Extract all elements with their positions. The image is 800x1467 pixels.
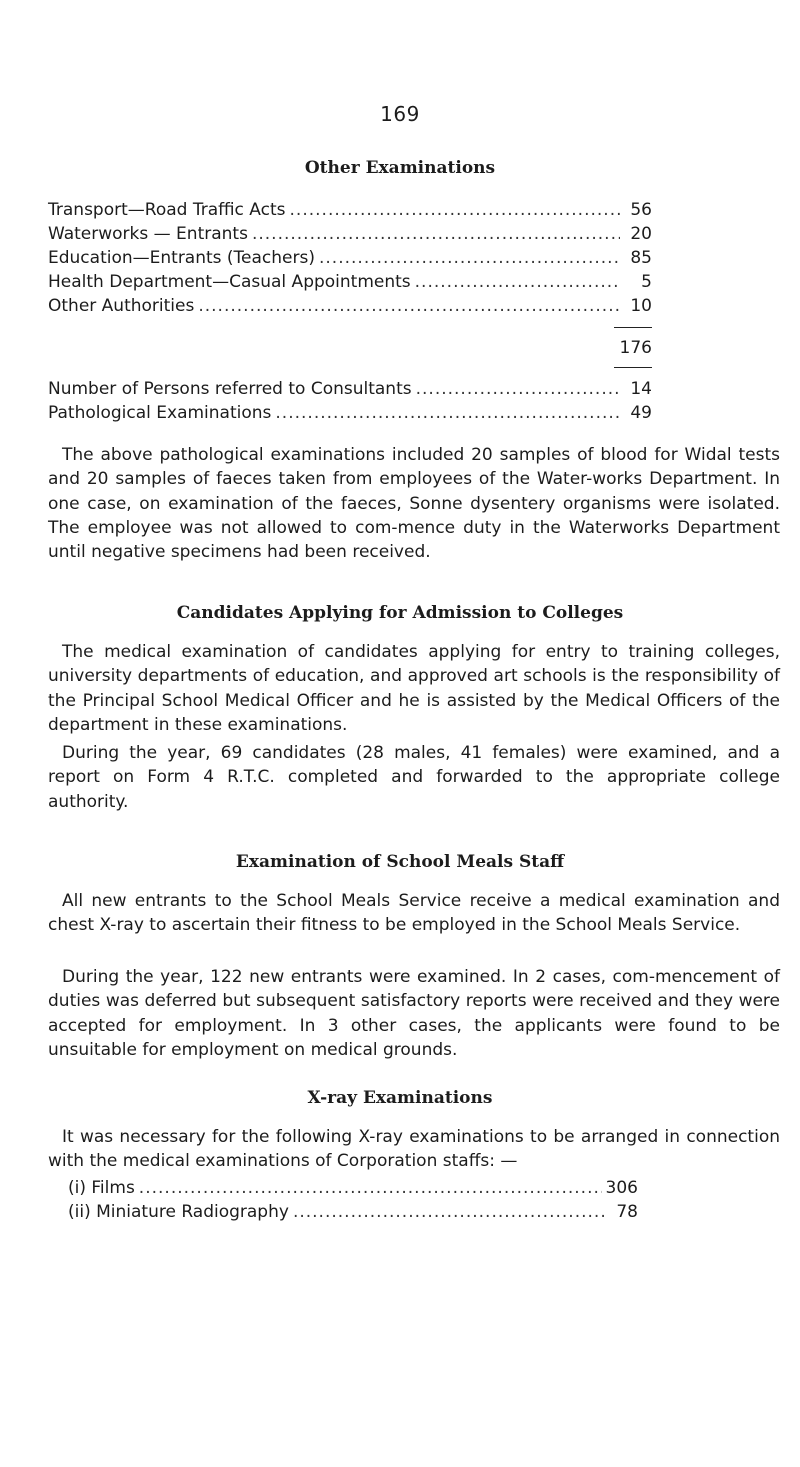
- colleges-paragraph-1: The medical examination of candidates applying for entry to training colleges, university departments of education, and approved art schools is the responsibility of the Principal School Medical Officer and he is assisted by the Medical Officers of the department in these examinations.: [48, 642, 780, 735]
- list-item: [68, 1202, 638, 1226]
- leader-dots: [252, 224, 620, 244]
- list-item: [48, 403, 652, 427]
- school-meals-paragraph-1: All new entrants to the School Meals Service receive a medical examination and chest X-ray to ascertain their fitness to be employed in the School Meals Service.: [48, 891, 780, 936]
- item-label: Transport—Road Traffic Acts: [48, 200, 286, 220]
- section-heading-colleges: Candidates Applying for Admission to Colleges: [176, 603, 624, 623]
- list-item: [48, 272, 652, 296]
- list-item: [48, 200, 652, 224]
- item-label: Education—Entrants (Teachers): [48, 248, 315, 268]
- item-value: 306: [605, 1178, 638, 1198]
- leader-dots: [290, 200, 620, 220]
- leader-dots: [319, 248, 620, 268]
- item-value: 5: [641, 272, 652, 292]
- colleges-paragraph-2: During the year, 69 candidates (28 males, 41 females) were examined, and a report on Form 4 R.T.C. completed and forwarded to the appropriate college authority.: [48, 743, 780, 812]
- list-item: [48, 224, 652, 248]
- item-value: 14: [630, 379, 652, 399]
- leader-dots: [198, 296, 620, 316]
- leader-dots: [293, 1202, 606, 1222]
- item-value: 20: [630, 224, 652, 244]
- list-item: [48, 296, 652, 320]
- item-value: 85: [630, 248, 652, 268]
- item-value: 49: [630, 403, 652, 423]
- item-value: 56: [630, 200, 652, 220]
- page-number: 169: [380, 102, 420, 126]
- section-heading-other-examinations: Other Examinations: [304, 158, 496, 178]
- leader-dots: [275, 403, 620, 423]
- item-label: Pathological Examinations: [48, 403, 272, 423]
- list-item: [68, 1178, 638, 1202]
- list-item: [48, 248, 652, 272]
- item-label: (ii) Miniature Radiography: [68, 1202, 289, 1222]
- pathology-paragraph: The above pathological examinations included 20 samples of blood for Widal tests and 20 samples of faeces taken from employees of the Water-works Department. In one case, on examination of the faeces, Sonne dysentery organisms were isolated. The employee was not allowed to com-mence duty in the Waterworks Department until negative specimens had been received.: [48, 445, 780, 563]
- total-value: 176: [619, 338, 652, 358]
- section-heading-school-meals: Examination of School Meals Staff: [235, 852, 565, 872]
- item-value: 10: [630, 296, 652, 316]
- total-rule-top: [614, 327, 652, 328]
- item-label: Other Authorities: [48, 296, 195, 316]
- xray-paragraph: It was necessary for the following X-ray examinations to be arranged in connection with the medical examinations of Corporation staffs: —: [48, 1127, 780, 1172]
- total-rule-bottom: [614, 367, 652, 368]
- item-label: Health Department—Casual Appointments: [48, 272, 411, 292]
- section-heading-xray: X-ray Examinations: [307, 1088, 493, 1108]
- leader-dots: [139, 1178, 602, 1198]
- leader-dots: [416, 379, 620, 399]
- item-label: (i) Films: [68, 1178, 135, 1198]
- school-meals-paragraph-2: During the year, 122 new entrants were examined. In 2 cases, com-mencement of duties was deferred but subsequent satisfactory reports were received and they were accepted for employment. In 3 other cases, the applicants were found to be unsuitable for employment on medical grounds.: [48, 967, 780, 1060]
- item-value: 78: [616, 1202, 638, 1222]
- leader-dots: [415, 272, 620, 292]
- list-item: [48, 379, 652, 403]
- item-label: Waterworks — Entrants: [48, 224, 248, 244]
- item-label: Number of Persons referred to Consultants: [48, 379, 412, 399]
